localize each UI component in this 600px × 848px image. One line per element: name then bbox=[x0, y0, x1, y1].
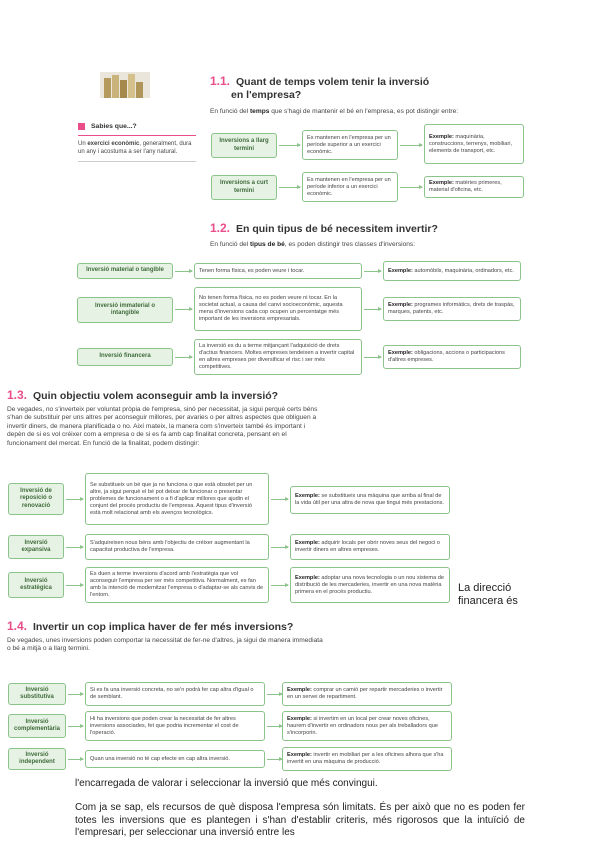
section-1-4-intro: De vegades, unes inversions poden comportar la necessitat de fer-ne d'altres, ja sigui de manera immediata o bé a mitjà o a llarg termini. bbox=[7, 637, 323, 653]
row-label: Inversió estratègica bbox=[8, 572, 64, 598]
row-description: S'adquireixen nous béns amb l'objectiu de créixer augmentant la capacitat productiva de l'empresa. bbox=[85, 534, 269, 560]
row-label: Inversions a llarg termini bbox=[211, 133, 277, 158]
row-example: Exemple: comprar un camió per repartir mercaderies o invertir en un servei de repartiment. bbox=[282, 682, 452, 706]
row-description: Se substitueix un bé que ja no funciona o que està obsolet per un altre, ja sigui perquè el bé pot deixar de funcionar o presentar problemes de funcionament o a fi d'aplicar millores que ajudin el conjunt del procés productiu de l'empresa. Aquest tipus d'inversió està molt relacionat amb els avenços tecnològics. bbox=[85, 473, 269, 525]
coins-image bbox=[100, 72, 150, 98]
row-example: Exemple: obligacions, accions o participacions d'altres empreses. bbox=[383, 345, 521, 369]
row-example: Exemple: programes informàtics, drets de traspàs, marques, patents, etc. bbox=[383, 297, 521, 321]
row-label: Inversió immaterial o intangible bbox=[77, 297, 173, 323]
row-description: No tenen forma física, no es poden veure ni tocar. En la societat actual, a causa del canvi socioeconòmic, aquesta mena d'inversions cada cop ocupen un percentatge més important de les inversions empresarials. bbox=[194, 287, 362, 331]
row-example: Exemple: matèries primeres, material d'oficina, etc. bbox=[424, 176, 524, 198]
row-label: Inversió substitutiva bbox=[8, 683, 66, 705]
row-description: La inversió es du a terme mitjançant l'adquisició de drets d'actius financers. Moltes empreses tendeixen a invertir capital en altres empreses per diversificar el risc i ser més competitives. bbox=[194, 339, 362, 375]
row-label: Inversions a curt termini bbox=[211, 175, 277, 200]
row-label: Inversió independent bbox=[8, 748, 66, 770]
footer-paragraph: Com ja se sap, els recursos de què disposa l'empresa són limitats. És per això que no es poden fer totes les inversions que es plantegen i s'han d'establir criteris, més rigorosos que la intuïció de l'empresari, per seleccionar una inversió entre les bbox=[75, 802, 525, 838]
section-1-1-intro: En funció del temps que s'hagi de mantenir el bé en l'empresa, es pot distingir entre: bbox=[210, 108, 459, 115]
section-1-1-title: 1.1. Quant de temps volem tenir la inversió en l'empresa? bbox=[210, 74, 430, 101]
row-example: Exemple: si invertim en un local per crear noves oficines, haurem d'invertir en ordinadors nous per als treballadors que s'incorporin. bbox=[282, 711, 452, 741]
row-label: Inversió complementària bbox=[8, 714, 66, 738]
pink-marker-icon bbox=[78, 123, 85, 130]
sidebar-text: Un exercici econòmic, generalment, dura un any i acostuma a ser l'any natural. bbox=[78, 135, 196, 156]
row-label: Inversió material o tangible bbox=[77, 263, 173, 279]
row-description: Hi ha inversions que poden crear la necessitat de fer altres inversions associades, fet que podria incrementar el cost de l'operació. bbox=[85, 711, 265, 741]
row-example: Exemple: adoptar una nova tecnologia o un nou sistema de distribució de les mercaderies, invertir en una nova matèria primera en el procés productiu. bbox=[290, 567, 450, 603]
section-1-2-title: 1.2. En quin tipus de bé necessitem invertir? bbox=[210, 221, 438, 235]
row-example: Exemple: invertir en mobiliari per a les oficines alhora que s'ha invertit en una màquina de producció. bbox=[282, 747, 452, 771]
row-example: Exemple: se substitueix una màquina que arriba al final de la vida útil per una altra de nova que tingui més prestacions. bbox=[290, 486, 450, 514]
row-description: Si es fa una inversió concreta, no se'n podrà fer cap altra d'igual o de semblant. bbox=[85, 682, 265, 706]
row-description: Es mantenen en l'empresa per un període superior a un exercici econòmic. bbox=[302, 130, 398, 160]
section-1-2-intro: En funció del tipus de bé, es poden distingir tres classes d'inversions: bbox=[210, 241, 416, 248]
section-1-3-intro: De vegades, no s'inverteix per voluntat pròpia de l'empresa, sinó per necessitat, ja sigui perquè certs béns s'han de substituir per uns altres per aconseguir millores, per avaries o per altres aspectes que obliguen a invertir diners, de manera planificada o no. Així mateix, la manera com s'inverteix també és important i depèn de si es vol créixer com a empresa o de si es fa amb cap finalitat concreta, pensant en el funcionament del mercat. En funció de la finalitat, podem distingir: bbox=[7, 406, 318, 447]
row-label: Inversió financera bbox=[77, 348, 173, 366]
section-1-3-title: 1.3. Quin objectiu volem aconseguir amb la inversió? bbox=[7, 388, 279, 402]
sidebar-tip bbox=[78, 123, 196, 162]
row-description: Quan una inversió no té cap efecte en cap altra inversió. bbox=[85, 750, 265, 768]
row-label: Inversió de reposició o renovació bbox=[8, 483, 64, 515]
section-1-4-title: 1.4. Invertir un cop implica haver de fer més inversions? bbox=[7, 619, 294, 633]
footer-line: l'encarregada de valorar i seleccionar la inversió que més convingui. bbox=[75, 778, 378, 789]
row-example: Exemple: automòbils, maquinària, ordinadors, etc. bbox=[383, 261, 521, 281]
row-label: Inversió expansiva bbox=[8, 535, 64, 559]
row-description: Tenen forma física, es poden veure i tocar. bbox=[194, 263, 362, 279]
row-description: Es duen a terme inversions d'acord amb l'estratègia que vol aconseguir l'empresa per ser més competitiva. Normalment, es fan amb la intenció de modernitzar l'empresa o d'adaptar-se als canvis de l'entorn. bbox=[85, 567, 269, 603]
side-note: La direcció financera és bbox=[458, 582, 518, 607]
row-example: Exemple: adquirir locals per obrir noves seus del negoci o invertir diners en altres empreses. bbox=[290, 534, 450, 560]
row-description: Es mantenen en l'empresa per un període inferior a un exercici econòmic. bbox=[302, 172, 398, 202]
sidebar-title: Sabies que...? bbox=[91, 123, 137, 130]
row-example: Exemple: maquinària, construccions, terrenys, mobiliari, elements de transport, etc. bbox=[424, 124, 524, 164]
